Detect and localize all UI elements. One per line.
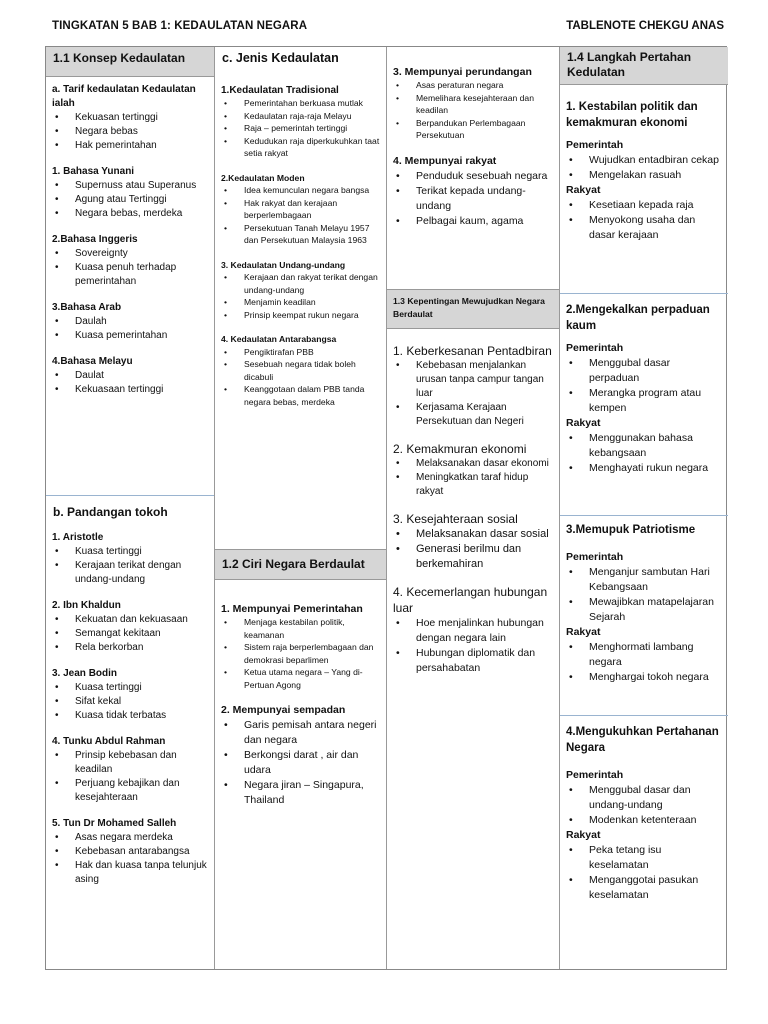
bahasa-yunani-section: [46, 165, 214, 221]
section-title: 2.Mengekalkan perpaduan kaum: [566, 304, 710, 332]
pemerintah-label: Pemerintah: [566, 139, 624, 151]
list-item: • Hak dan kuasa tanpa telunjuk asing: [52, 859, 208, 887]
list-item: • Menggubal dasar perpaduan: [566, 356, 722, 386]
kepentingan-ekonomi: [387, 441, 559, 499]
langkah-3: [560, 515, 728, 715]
section-title: 4.Bahasa Melayu: [52, 356, 133, 367]
list-item: • Kerjasama Kerajaan Persekutuan dan Negeri: [393, 401, 553, 429]
tokoh-tun-mohamed-salleh: [46, 817, 214, 887]
list-item: • Kekuasan tertinggi: [52, 111, 208, 125]
langkah-heading: 1.4 Langkah Pertahan Kedulatan: [560, 47, 728, 85]
list-item: • Menghormati lambang negara: [566, 640, 722, 670]
section-title: 2. Ibn Khaldun: [52, 600, 121, 611]
pandangan-tokoh-box: [46, 495, 214, 971]
list-item: • Kedaulatan raja-raja Melayu: [221, 110, 380, 123]
tokoh-jean-bodin: [46, 667, 214, 723]
jenis-undang-undang: [215, 259, 386, 322]
list-item: • Menyokong usaha dan dasar kerajaan: [566, 213, 722, 243]
konsep-header-box: [46, 47, 214, 77]
list-item: • Garis pemisah antara negeri dan negara: [221, 718, 380, 748]
list-item: • Daulat: [52, 369, 208, 383]
ciri-box: [215, 549, 386, 971]
list-item: • Berpandukan Perlembagaan Persekutuan: [393, 117, 553, 142]
tokoh-aristotle: [46, 531, 214, 587]
section-title: 5. Tun Dr Mohamed Salleh: [52, 818, 177, 829]
list-item: • Kekuatan dan kekuasaan: [52, 613, 208, 627]
list-item: • Mengelakan rasuah: [566, 168, 722, 183]
list-item: • Kerajaan terikat dengan undang-undang: [52, 559, 208, 587]
tarif-section: [46, 83, 214, 153]
list-item: • Idea kemunculan negara bangsa: [221, 184, 380, 197]
list-item: • Rela berkorban: [52, 641, 208, 655]
list-item: • Kuasa pemerintahan: [52, 329, 208, 343]
list-item: • Raja – pemerintah tertinggi: [221, 122, 380, 135]
section-title: 3. Kedaulatan Undang-undang: [221, 259, 346, 270]
list-item: • Kerajaan dan rakyat terikat dengan undang-undang: [221, 271, 380, 296]
konsep-heading: 1.1 Konsep Kedaulatan: [46, 47, 214, 77]
list-item: • Berkongsi darat , air dan udara: [221, 748, 380, 778]
section-title: 4. Kedaulatan Antarabangsa: [221, 334, 337, 344]
section-title: 3. Kesejahteraan sosial: [393, 512, 518, 526]
table-note-grid: [45, 46, 727, 970]
column-jenis: [214, 47, 386, 969]
section-title: 1. Bahasa Yunani: [52, 166, 135, 177]
list-item: • Sifat kekal: [52, 695, 208, 709]
ciri-continued: [387, 65, 559, 285]
bahasa-inggeris-section: [46, 233, 214, 289]
ciri-heading: 1.2 Ciri Negara Berdaulat: [215, 550, 386, 580]
list-item: • Negara bebas, merdeka: [52, 207, 208, 221]
kepentingan-sosial: [387, 511, 559, 572]
list-item: • Menganjur sambutan Hari Kebangsaan: [566, 565, 722, 595]
list-item: • Hubungan diplomatik dan persahabatan: [393, 646, 553, 676]
list-item: • Keanggotaan dalam PBB tanda negara bebas, merdeka: [221, 383, 380, 408]
jenis-tradisional: [215, 84, 386, 160]
section-title: 4.Mengukuhkan Pertahanan Negara: [566, 726, 719, 754]
list-item: • Pemerintahan berkuasa mutlak: [221, 97, 380, 110]
list-item: • Kuasa tertinggi: [52, 681, 208, 695]
list-item: • Perjuang kebajikan dan kesejahteraan: [52, 777, 208, 805]
list-item: • Pengiktirafan PBB: [221, 346, 380, 359]
pandangan-tokoh-heading: b. Pandangan tokoh: [53, 505, 168, 519]
tarif-title: a. Tarif kedaulatan Kedaulatan ialah: [52, 84, 196, 109]
section-title: 1. Mempunyai Pemerintahan: [221, 603, 363, 615]
list-item: • Hoe menjalinkan hubungan dengan negara lain: [393, 616, 553, 646]
list-item: • Melaksanakan dasar ekonomi: [393, 457, 553, 471]
column-konsep: [46, 47, 214, 969]
kepentingan-pentadbiran: [387, 343, 559, 429]
list-item: • Meningkatkan taraf hidup rakyat: [393, 471, 553, 499]
rakyat-label: Rakyat: [566, 829, 601, 841]
pemerintah-label: Pemerintah: [566, 342, 624, 354]
column-langkah: [559, 47, 728, 969]
ciri-pemerintahan: [215, 602, 386, 691]
rakyat-label: Rakyat: [566, 184, 601, 196]
list-item: • Kuasa tidak terbatas: [52, 709, 208, 723]
pemerintah-label: Pemerintah: [566, 769, 624, 781]
ciri-rakyat: [387, 154, 559, 229]
list-item: • Persekutuan Tanah Melayu 1957 dan Persekutuan Malaysia 1963: [221, 222, 380, 247]
tarif-list: [52, 111, 208, 153]
langkah-1: [560, 93, 728, 291]
list-item: • Menggunakan bahasa kebangsaan: [566, 431, 722, 461]
list-item: • Asas peraturan negara: [393, 79, 553, 92]
list-item: • Pelbagai kaum, agama: [393, 214, 553, 229]
list-item: • Kedudukan raja diperkukuhkan taat setia rakyat: [221, 135, 380, 160]
list-item: • Menggubal dasar dan undang-undang: [566, 783, 722, 813]
list-item: • Kebebasan antarabangsa: [52, 845, 208, 859]
document-title: TINGKATAN 5 BAB 1: KEDAULATAN NEGARA: [52, 20, 308, 32]
bahasa-melayu-section: [46, 355, 214, 397]
list-item: • Kebebasan menjalankan urusan tanpa campur tangan luar: [393, 359, 553, 401]
list-item: • Agung atau Tertinggi: [52, 193, 208, 207]
list-item: • Melaksanakan dasar sosial: [393, 527, 553, 542]
tokoh-tunku-abdul-rahman: [46, 735, 214, 805]
list-item: • Semangat kekitaan: [52, 627, 208, 641]
section-title: 3.Memupuk Patriotisme: [566, 524, 696, 536]
list-item: • Prinsip kebebasan dan keadilan: [52, 749, 208, 777]
list-item: • Peka tetang isu keselamatan: [566, 843, 722, 873]
list-item: • Penduduk sesebuah negara: [393, 169, 553, 184]
langkah-2: [560, 293, 728, 513]
rakyat-label: Rakyat: [566, 417, 601, 429]
list-item: • Hak rakyat dan kerajaan berperlembagaan: [221, 197, 380, 222]
list-item: • Supernuss atau Superanus: [52, 179, 208, 193]
list-item: • Sistem raja berperlembagaan dan demokrasi beparlimen: [221, 641, 380, 666]
rakyat-label: Rakyat: [566, 626, 601, 638]
list-item: • Prinsip keempat rukun negara: [221, 309, 380, 322]
list-item: • Memelihara kesejahteraan dan keadilan: [393, 92, 553, 117]
list-item: • Menghayati rukun negara: [566, 461, 722, 476]
list-item: • Negara jiran – Singapura, Thailand: [221, 778, 380, 808]
jenis-antarabangsa: [215, 333, 386, 408]
kepentingan-hubungan-luar: [387, 584, 559, 676]
ciri-perundangan: [387, 65, 559, 142]
list-item: • Menghargai tokoh negara: [566, 670, 722, 685]
list-item: • Kekuasaan tertinggi: [52, 383, 208, 397]
list-item: • Kesetiaan kepada raja: [566, 198, 722, 213]
langkah-4-content: [560, 716, 728, 903]
section-title: 3. Mempunyai perundangan: [393, 66, 532, 78]
list-item: • Terikat kepada undang-undang: [393, 184, 553, 214]
section-title: 1. Keberkesanan Pentadbiran: [393, 344, 552, 358]
langkah-1-content: [560, 93, 728, 243]
konsep-content: [46, 83, 214, 493]
list-item: • Menjamin keadilan: [221, 296, 380, 309]
section-title: 4. Mempunyai rakyat: [393, 154, 497, 167]
list-item: • Ketua utama negara – Yang di-Pertuan Agong: [221, 666, 380, 691]
section-title: 2.Kedaulatan Moden: [221, 172, 305, 183]
langkah-header-box: [560, 47, 728, 85]
list-item: • Asas negara merdeka: [52, 831, 208, 845]
list-item: • Merangka program atau kempen: [566, 386, 722, 416]
section-title: 4. Kecemerlangan hubungan luar: [393, 585, 548, 615]
pemerintah-label: Pemerintah: [566, 551, 624, 563]
section-title: 2.Bahasa Inggeris: [52, 234, 138, 245]
section-title: 1. Kestabilan politik dan kemakmuran ekonomi: [566, 101, 698, 129]
jenis-box: [215, 47, 386, 547]
list-item: • Sovereignty: [52, 247, 208, 261]
langkah-2-content: [560, 294, 728, 476]
document-author: TABLENOTE CHEKGU ANAS: [566, 20, 724, 32]
bahasa-arab-section: [46, 301, 214, 343]
langkah-4: [560, 715, 728, 971]
ciri-sempadan: [215, 703, 386, 808]
list-item: • Hak pemerintahan: [52, 139, 208, 153]
section-title: 3. Jean Bodin: [52, 668, 118, 679]
page-header: [52, 20, 724, 36]
jenis-moden: [215, 172, 386, 247]
list-item: • Daulah: [52, 315, 208, 329]
kepentingan-box: [387, 289, 559, 971]
section-title: 3.Bahasa Arab: [52, 302, 122, 313]
section-title: 4. Tunku Abdul Rahman: [52, 736, 166, 747]
tokoh-ibn-khaldun: [46, 599, 214, 655]
list-item: • Mewajibkan matapelajaran Sejarah: [566, 595, 722, 625]
list-item: • Sesebuah negara tidak boleh dicabuli: [221, 358, 380, 383]
section-title: 2. Kemakmuran ekonomi: [393, 442, 527, 456]
jenis-heading: c. Jenis Kedaulatan: [222, 51, 339, 65]
column-ciri-kepentingan: [386, 47, 559, 969]
list-item: • Menjaga kestabilan politik, keamanan: [221, 616, 380, 641]
kepentingan-heading: 1.3 Kepentingan Mewujudkan Negara Berdaulat: [387, 289, 559, 329]
list-item: • Negara bebas: [52, 125, 208, 139]
list-item: • Wujudkan entadbiran cekap: [566, 153, 722, 168]
list-item: • Kuasa penuh terhadap pemerintahan: [52, 261, 208, 289]
list-item: • Modenkan ketenteraan: [566, 813, 722, 828]
section-title: 1. Aristotle: [52, 532, 104, 543]
section-title: 1.Kedaulatan Tradisional: [221, 85, 339, 96]
list-item: • Menganggotai pasukan keselamatan: [566, 873, 722, 903]
section-title: 2. Mempunyai sempadan: [221, 704, 346, 716]
list-item: • Generasi berilmu dan berkemahiran: [393, 542, 553, 572]
list-item: • Kuasa tertinggi: [52, 545, 208, 559]
langkah-3-content: [560, 516, 728, 685]
